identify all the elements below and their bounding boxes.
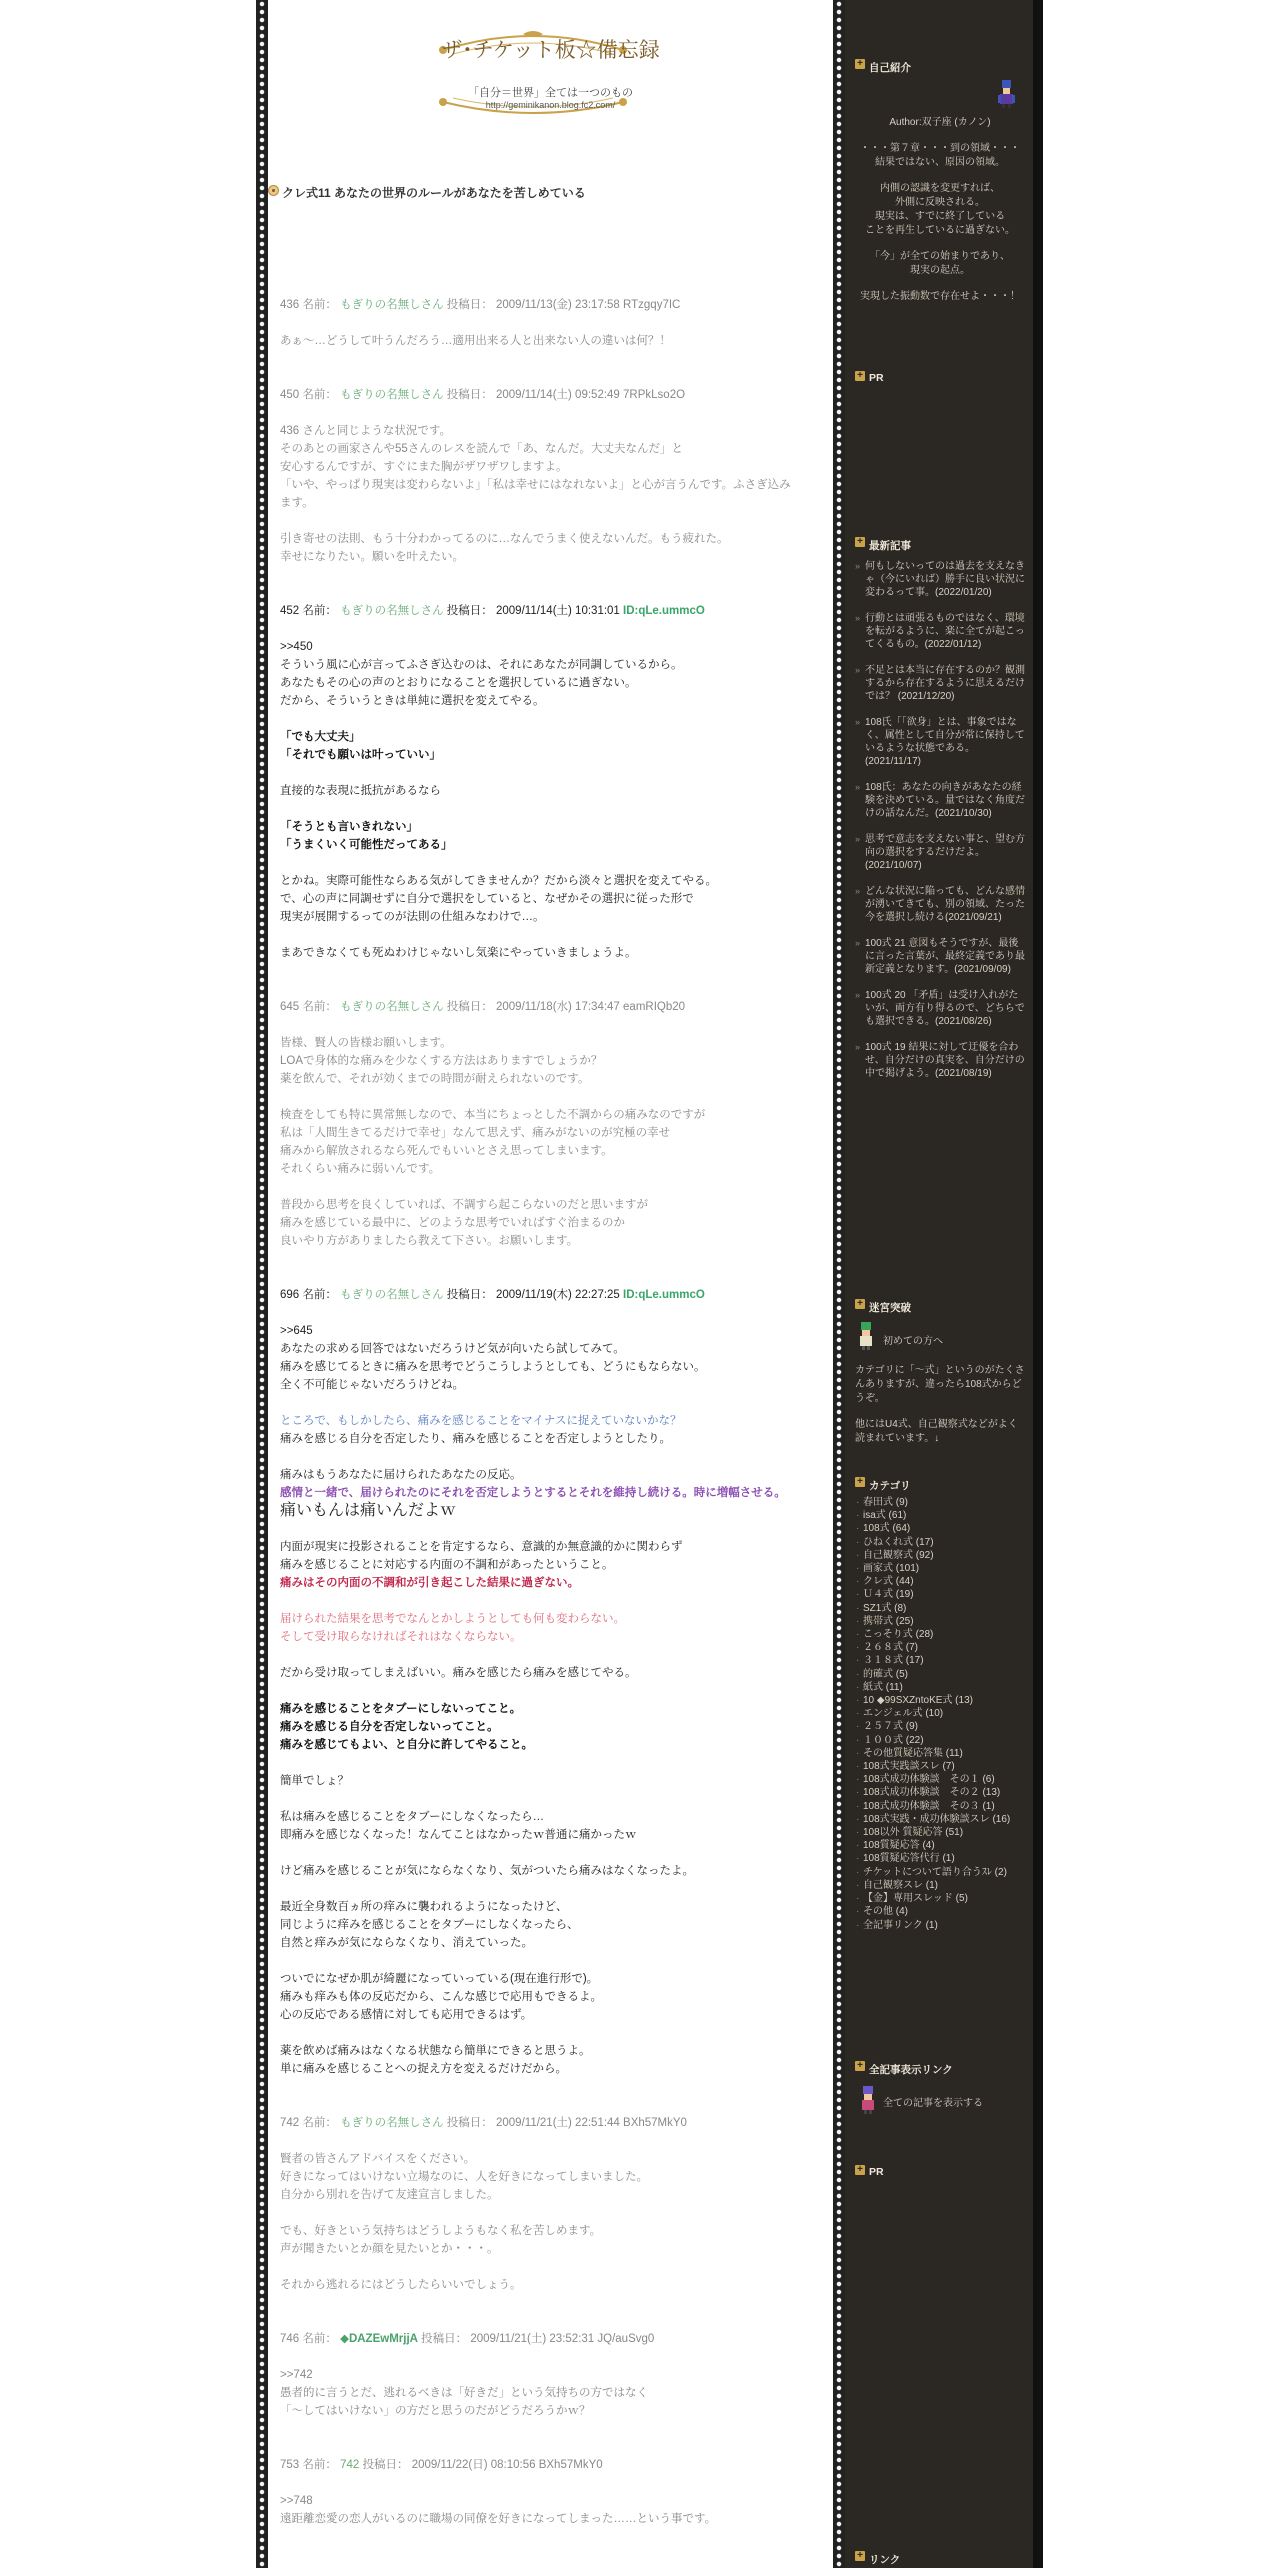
blog-title[interactable]: ザ･チケット板☆備忘録 — [441, 38, 660, 62]
profile-text: ・・・第７章・・・到の領域・・・ 結果ではない、原因の領域。 — [860, 143, 1020, 168]
recent-item[interactable]: » どんな状況に陥っても、どんな感情が湧いてきても、別の領域、たった今を選択し続ける(2021/09/21) — [855, 885, 1025, 924]
post-body: 検査をしても特に異常無しなので、本当にちょっとした不調からの痛みなのですが 私は「人間生きてるだけで幸せ」なんて思えず、痛みがないのが究極の幸せ 痛みから解放されるなら死んでもいいとさえ思ってしまいます。 それくらい痛みに弱いんです。 — [280, 1109, 706, 1175]
links-heading: + リンク — [855, 2552, 1025, 2566]
guide-link-row — [855, 1320, 1025, 1356]
post-body: だから受け取ってしまえばいい。痛みを感じたら痛みを感じてやる。 — [280, 1667, 637, 1679]
right-chain-border — [833, 0, 845, 2568]
sidebar — [845, 0, 1033, 2568]
category-item[interactable]: · 的確式 (5) — [855, 1668, 1025, 1681]
all-posts-avatar-icon — [857, 2084, 879, 2114]
post-body: 直接的な表現に抵抗があるなら — [280, 785, 441, 797]
category-item[interactable]: · チケットについて語り合うｽﾚ (2) — [855, 1866, 1025, 1879]
category-item[interactable]: · 自己観察スレ (1) — [855, 1879, 1025, 1892]
category-item[interactable]: · ひねくれ式 (17) — [855, 1536, 1025, 1549]
post-696 — [280, 1286, 800, 2078]
links-section — [855, 2552, 1025, 2566]
entry-title[interactable]: クレ式11 あなたの世界のルールがあなたを苦しめている — [268, 184, 833, 201]
category-list — [855, 1496, 1025, 1932]
category-item[interactable]: · 画家式 (101) — [855, 1562, 1025, 1575]
guide-avatar-icon — [855, 1320, 877, 1350]
post-645 — [280, 998, 800, 1250]
category-item[interactable]: · ２５７式 (9) — [855, 1720, 1025, 1733]
category-item[interactable]: · 108以外 質疑応答 (51) — [855, 1826, 1025, 1839]
recent-item[interactable]: » 108氏「「欲身」とは、事象ではなく、属性として自分が常に保持しているような状態である。(2021/11/17) — [855, 716, 1025, 768]
post-header: 450 名前： もぎりの名無しさん 投稿日： 2009/11/14(土) 09:52:49 7RPkLso2O — [280, 389, 686, 401]
blog-subtitle: 「自分＝世界」全ては一つのもの — [468, 87, 633, 99]
all-posts-row — [855, 2084, 1025, 2120]
poster-name[interactable]: もぎりの名無しさん — [340, 605, 444, 617]
pr2-section — [855, 2166, 1025, 2180]
category-item[interactable]: · 10 ◆99SXZntoKE式 (13) — [855, 1694, 1025, 1707]
post-pink-text: 届けられた結果を思考でなんとかしようとしても何も変わらない。 そして受け取らなければそれはなくならない。 — [280, 1613, 625, 1643]
post-body: 簡単でしょ？ — [280, 1775, 349, 1787]
poster-id: ID:qLe.ummcO — [623, 1289, 705, 1301]
post-body: 普段から思考を良くしていれば、不調すら起こらないのだと思いますが 痛みを感じている最中に、どのような思考でいればすぐ治まるのか 良いやり方がありましたら教えて下さい。お願いします。 — [280, 1199, 648, 1247]
category-item[interactable]: · クレ式 (44) — [855, 1575, 1025, 1588]
post-body: 皆様、賢人の皆様お願いします。 LOAで身体的な痛みを少なくする方法はありますでしょうか？ 薬を飲んで、それが効くまでの時間が耐えられないのです。 — [280, 1037, 603, 1085]
post-list — [280, 296, 800, 2564]
category-item[interactable]: · ２６８式 (7) — [855, 1641, 1025, 1654]
category-item[interactable]: · 108質疑応答 (4) — [855, 1839, 1025, 1852]
author-avatar-icon — [993, 78, 1019, 108]
blog-header — [268, 0, 833, 160]
profile-text: 実現した振動数で存在せよ・・・！ — [860, 291, 1020, 302]
category-item[interactable]: · こっそり式 (28) — [855, 1628, 1025, 1641]
post-purple-text: 感情と一緒で、届けられたのにそれを否定しようとするとそれを維持し続ける。時に増幅させる。 — [280, 1487, 786, 1499]
category-item[interactable]: · Ｕ４式 (19) — [855, 1588, 1025, 1601]
category-item[interactable]: · 108式成功体験談 その２ (13) — [855, 1786, 1025, 1799]
poster-name[interactable]: 742 — [340, 2459, 360, 2471]
post-body: 痛みはもうあなたに届けられたあなたの反応。 — [280, 1469, 522, 1481]
category-section — [855, 1478, 1025, 1932]
post-body: 最近全身数百ヵ所の痒みに襲われるようになったけど、 同じように痒みを感じることをタブーにしなくなったら、 自然と痒みが気にならなくなり、消えていった。 — [280, 1901, 579, 1949]
recent-item[interactable]: » 100式 19 結果に対して迂優を合わせ、自分だけの真実を、自分だけの中で掲げよう。(2021/08/19) — [855, 1041, 1025, 1080]
post-body: あぁ～…どうして叶うんだろう…適用出来る人と出来ない人の違いは何？！ — [280, 335, 671, 347]
post-body: けど痛みを感じることが気にならなくなり、気がついたら痛みはなくなったよ。 — [280, 1865, 694, 1877]
poster-name[interactable]: もぎりの名無しさん — [340, 299, 444, 311]
all-posts-section — [855, 2062, 1025, 2120]
post-436 — [280, 296, 800, 350]
post-452 — [280, 602, 800, 962]
all-posts-heading: + 全記事表示リンク — [855, 2062, 1025, 2076]
post-body: 内面が現実に投影されることを肯定するなら、意識的か無意識的かに関わらず 痛みを感じることに対応する内面の不調和があったということ。 — [280, 1541, 683, 1571]
post-emphasis: 痛みを感じることをタブーにしないってこと。 痛みを感じる自分を否定しないってこと。 痛みを感じてもよい、と自分に許してやること。 — [280, 1703, 533, 1751]
poster-name[interactable]: もぎりの名無しさん — [340, 2117, 444, 2129]
post-blue-text: ところで、もしかしたら、痛みを感じることをマイナスに捉えていないかな？ — [280, 1415, 682, 1427]
category-item[interactable]: · 紙式 (11) — [855, 1681, 1025, 1694]
category-heading: + カテゴリ — [855, 1478, 1025, 1492]
profile-text: 「今」が全ての始まりであり、 現実の起点。 — [870, 251, 1010, 276]
guide-text: カテゴリに「～式」というのがたくさんありますが、違ったら108式からどうぞ。 — [855, 1365, 1025, 1404]
post-body: 私は痛みを感じることをタブーにしなくなったら… 即痛みを感じなくなった！なんてことはなかったｗ普通に痛かったｗ — [280, 1811, 637, 1841]
all-posts-link[interactable]: 全ての記事を表示する — [883, 2098, 983, 2109]
category-item[interactable]: · その他 (4) — [855, 1905, 1025, 1918]
recent-heading: + 最新記事 — [855, 538, 1025, 552]
poster-id: ID:qLe.ummcO — [623, 605, 705, 617]
post-body: とかね。実際可能性ならある気がしてきませんか？だから淡々と選択を変えてやる。 で、心の声に同調せずに自分で選択をしていると、なぜかその選択に従った形で 現実が展開するってのが法則の仕組みなわけで…。 — [280, 875, 717, 923]
main-column — [268, 0, 833, 2568]
post-emphasis: 「でも大丈夫」 「それでも願いは叶っていい」 — [280, 731, 441, 761]
post-body: >>742 愚者的に言うとだ、逃れるべきは「好きだ」という気持ちの方ではなく 「～してはいけない」の方だと思うのだがどうだろうかｗ？ — [280, 2369, 648, 2417]
poster-name[interactable]: もぎりの名無しさん — [340, 1001, 444, 1013]
entry-bullet-icon — [268, 185, 279, 196]
category-item[interactable]: · 108式実践・成功体験談スレ (16) — [855, 1813, 1025, 1826]
category-item[interactable]: · 108式成功体験談 その１ (6) — [855, 1773, 1025, 1786]
category-item[interactable]: · 自己観察式 (92) — [855, 1549, 1025, 1562]
post-body: まあできなくても死ぬわけじゃないし気楽にやっていきましょうよ。 — [280, 947, 637, 959]
category-item[interactable]: · その他質疑応答集 (11) — [855, 1747, 1025, 1760]
post-body: >>748 遠距離恋愛の恋人がいるのに職場の同僚を好きになってしまった……という事です。 — [280, 2495, 717, 2525]
recent-item[interactable]: » 何もしないってのは過去を支えなきゃ（今にいれば）勝手に良い状況に変わるって事。(2022/01/20) — [855, 560, 1025, 599]
category-item[interactable]: · 全記事リンク (1) — [855, 1919, 1025, 1932]
post-450 — [280, 386, 800, 566]
category-item[interactable]: · １００式 (22) — [855, 1734, 1025, 1747]
post-742 — [280, 2114, 800, 2294]
post-header: 753 名前： 742 投稿日： 2009/11/22(日) 08:10:56 BXh57MkY0 — [280, 2459, 603, 2471]
post-body: それから逃れるにはどうしたらいいでしょう。 — [280, 2279, 522, 2291]
post-body: 痛みを感じる自分を否定したり、痛みを感じることを否定しようとしたり。 — [280, 1433, 671, 1445]
post-body: 薬を飲めば痛みはなくなる状態なら簡単にできると思うよ。 単に痛みを感じることへの捉え方を変えるだけだから。 — [280, 2045, 591, 2075]
profile-heading: + 自己紹介 — [855, 60, 1025, 74]
recent-posts-section — [855, 538, 1025, 1093]
post-header: 645 名前： もぎりの名無しさん 投稿日： 2009/11/18(水) 17:34:47 eamRIQb20 — [280, 1001, 686, 1013]
category-item[interactable]: · 108式 (64) — [855, 1522, 1025, 1535]
post-large-text: 痛いもんは痛いんだよｗ — [280, 1502, 457, 1519]
recent-item[interactable]: » 思考で意志を支えない事と、望む方向の選択をするだけだよ。(2021/10/07) — [855, 833, 1025, 872]
post-body: ついでになぜか肌が綺麗になっていっている(現在進行形で)。 痛みも痒みも体の反応だから、こんな感じで応用もできるよ。 心の反応である感情に対しても応用できるはず。 — [280, 1973, 602, 2021]
category-item[interactable]: · 春田式 (9) — [855, 1496, 1025, 1509]
left-chain-border — [256, 0, 268, 2568]
post-header: 452 名前： もぎりの名無しさん 投稿日： 2009/11/14(土) 10:31:01 ID:qLe.ummcO — [280, 605, 705, 617]
profile-text: 内側の認識を変更すれば、 外側に反映される。 現実は、すでに終了している ことを再生しているに過ぎない。 — [865, 183, 1015, 236]
post-red-text: 痛みはその内面の不調和が引き起こした結果に過ぎない。 — [280, 1577, 579, 1589]
recent-list — [855, 560, 1025, 1080]
category-item[interactable]: · 【金】専用スレッド (5) — [855, 1892, 1025, 1905]
post-body: 436 さんと同じような状況です。 そのあとの画家さんや55さんのレスを読んで「あ、なんだ。大丈夫なんだ」と 安心するんですが、すぐにまた胸がザワザワしますよ。 「いや、やっぱり現実は変わらないよ」「私は幸せにはなれないよ」と心が言うんです。ふさぎ込みます。 — [280, 425, 791, 509]
category-item[interactable]: · 携帯式 (25) — [855, 1615, 1025, 1628]
poster-name[interactable]: もぎりの名無しさん — [340, 1289, 444, 1301]
recent-item[interactable]: » 108氏：あなたの向きがあなたの経験を決めている。量ではなく角度だけの話なんだ。(2021/10/30) — [855, 781, 1025, 820]
post-body: >>645 あなたの求める回答ではないだろうけど気が向いたら試してみて。 痛みを感じてるときに痛みを思考でどうこうしようとしても、どうにもならない。 全く不可能じゃないだろうけどね。 — [280, 1325, 706, 1391]
post-header: 696 名前： もぎりの名無しさん 投稿日： 2009/11/19(木) 22:27:25 ID:qLe.ummcO — [280, 1289, 705, 1301]
far-right-border — [1033, 0, 1043, 2568]
author-name: Author:双子座 (カノン) — [889, 117, 991, 128]
recent-item[interactable]: » 行動とは頑張るものではなく、環境を転がるように、楽に全てが起こってくるもの。(2022/01/12) — [855, 612, 1025, 651]
post-header: 746 名前： ◆DAZEwMrjjA 投稿日： 2009/11/21(土) 23:52:31 JQ/auSvg0 — [280, 2333, 655, 2345]
post-body: 引き寄せの法則、もう十分わかってるのに…なんでうまく使えないんだ。もう疲れた。 幸せになりたい。願いを叶えたい。 — [280, 533, 729, 563]
post-header: 742 名前： もぎりの名無しさん 投稿日： 2009/11/21(土) 22:51:44 BXh57MkY0 — [280, 2117, 687, 2129]
poster-name[interactable]: ◆DAZEwMrjjA — [340, 2333, 418, 2345]
pr2-heading: + PR — [855, 2166, 1025, 2180]
post-header: 436 名前： もぎりの名無しさん 投稿日： 2009/11/13(金) 23:17:58 RTzgqy7IC — [280, 299, 681, 311]
category-item[interactable]: · 108式実践談スレ (7) — [855, 1760, 1025, 1773]
poster-name[interactable]: もぎりの名無しさん — [340, 389, 444, 401]
profile-section — [855, 60, 1025, 304]
category-item[interactable]: · 108質疑応答代行 (1) — [855, 1852, 1025, 1865]
category-item[interactable]: · ３１８式 (17) — [855, 1654, 1025, 1667]
category-item[interactable]: · 108式成功体験談 その３ (1) — [855, 1800, 1025, 1813]
guide-section — [855, 1300, 1025, 1446]
recent-item[interactable]: » 100式 20 「矛盾」は受け入れがたいが、両方有り得るので、どちらでも選択できる。(2021/08/26) — [855, 989, 1025, 1028]
recent-item[interactable]: » 100式 21 意図もそうですが、最後に言った言葉が、最終定義であり最新定義となります。(2021/09/09) — [855, 937, 1025, 976]
pr-section — [855, 372, 1025, 386]
guide-text: 他にはU4式、自己観察式などがよく読まれています。↓ — [855, 1419, 1018, 1444]
guide-heading: + 迷宮突破 — [855, 1300, 1025, 1314]
post-746 — [280, 2330, 800, 2420]
recent-item[interactable]: » 不足とは本当に存在するのか？観測するから存在するように思えるだけでは？ (2021/12/20) — [855, 664, 1025, 703]
category-item[interactable]: · エンジェル式 (10) — [855, 1707, 1025, 1720]
post-body: >>450 そういう風に心が言ってふさぎ込むのは、それにあなたが同調しているから。 あなたもその心の声のとおりになることを選択しているに過ぎない。 だから、そういうときは単純に選択を変えてやる。 — [280, 641, 683, 707]
category-item[interactable]: · SZ1式 (8) — [855, 1602, 1025, 1615]
post-body: でも、好きという気持ちはどうしようもなく私を苦しめます。 声が聞きたいとか顔を見たいとか・・・。 — [280, 2225, 602, 2255]
category-item[interactable]: · isa式 (61) — [855, 1509, 1025, 1522]
blog-url[interactable]: http://geminikanon.blog.fc2.com/ — [485, 100, 616, 110]
pr-heading: + PR — [855, 372, 1025, 386]
post-body: 賢者の皆さんアドバイスをください。 好きになってはいけない立場なのに、人を好きになってしまいました。 自分から別れを告げて友達宣言しました。 — [280, 2153, 648, 2201]
post-emphasis: 「そうとも言いきれない」 「うまくいく可能性だってある」 — [280, 821, 453, 851]
first-visit-link[interactable]: 初めての方へ — [883, 1336, 943, 1347]
post-753 — [280, 2456, 800, 2528]
